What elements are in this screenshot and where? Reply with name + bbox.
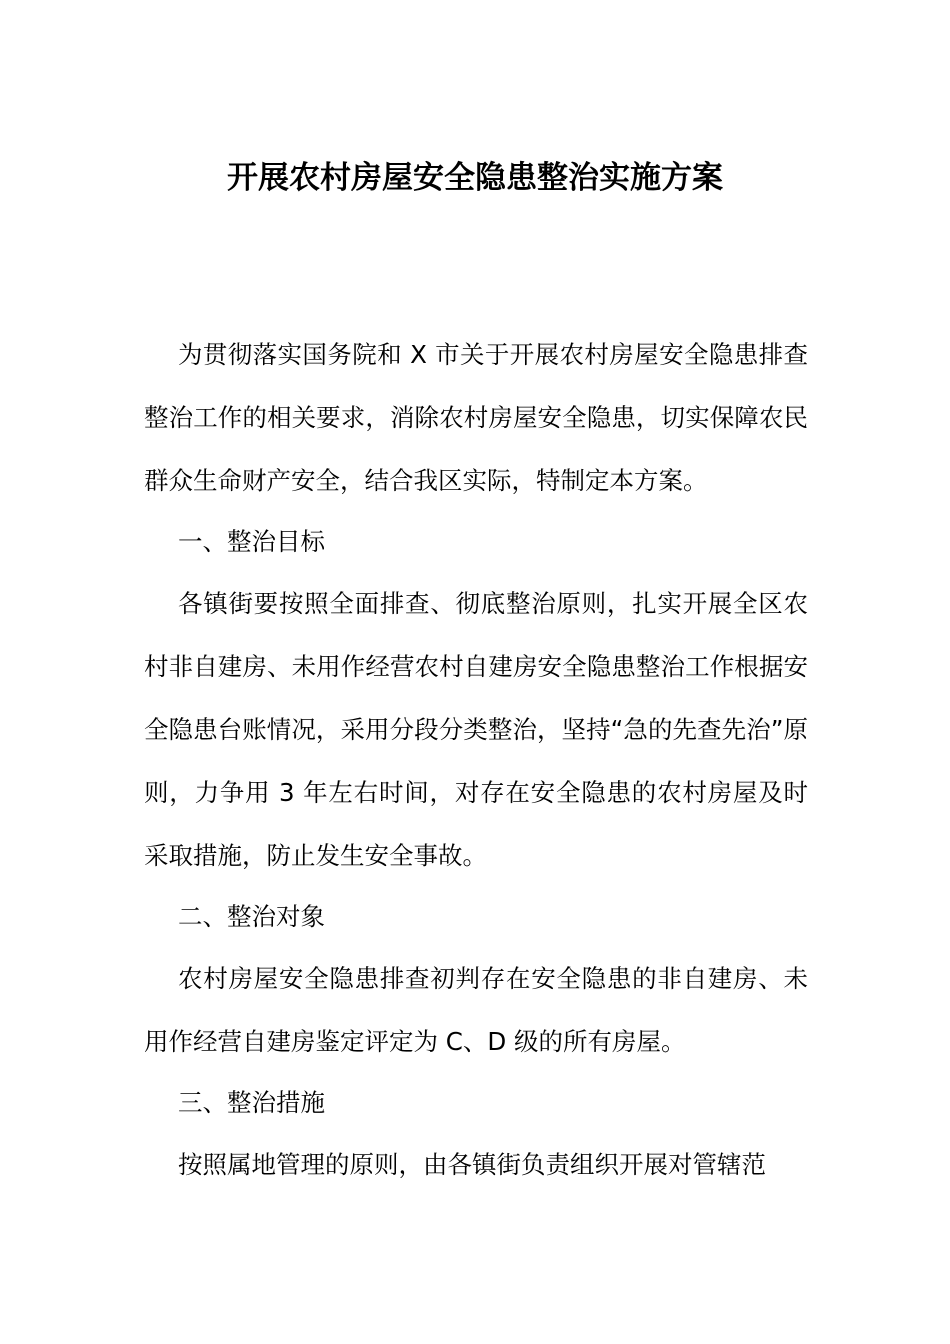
document-body [144,323,808,1196]
section-heading-goals: 一、整治目标 [178,527,325,556]
section-heading-measures: 三、整治措施 [178,1088,325,1117]
document-title: 开展农村房屋安全隐患整治实施方案 [227,160,723,196]
intro-paragraph: 为贯彻落实国务院和 X 市关于开展农村房屋安全隐患排查整治工作的相关要求，消除农村房屋安全隐患，切实保障农民群众生命财产安全，结合我区实际，特制定本方案。 [144,340,808,495]
goals-paragraph: 各镇街要按照全面排查、彻底整治原则，扎实开展全区农村非自建房、未用作经营农村自建房安全隐患整治工作根据安全隐患台账情况，采用分段分类整治，坚持“急的先查先治”原则，力争用 3 年左右时间，对存在安全隐患的农村房屋及时采取措施，防止发生安全事故。 [144,589,808,870]
targets-paragraph: 农村房屋安全隐患排查初判存在安全隐患的非自建房、未用作经营自建房鉴定评定为 C、D 级的所有房屋。 [144,964,808,1056]
measures-paragraph: 按照属地管理的原则，由各镇街负责组织开展对管辖范 [178,1150,766,1179]
section-heading-targets: 二、整治对象 [178,902,325,931]
